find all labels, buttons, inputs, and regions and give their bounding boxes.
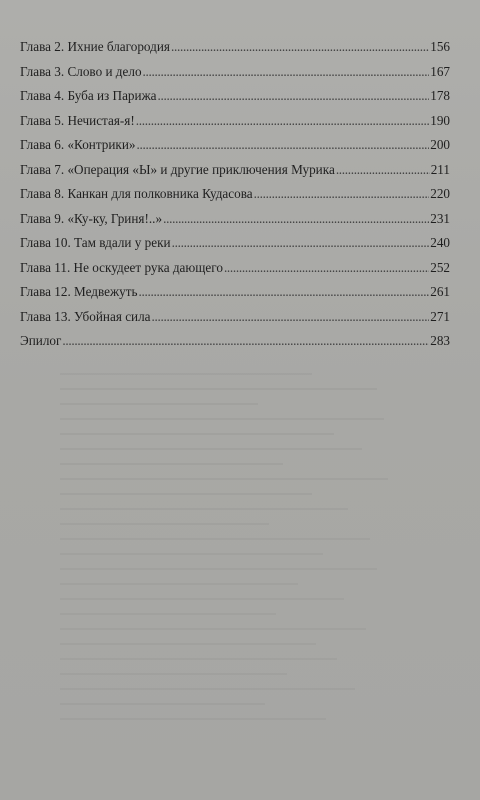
toc-entry <box>20 284 450 309</box>
toc-entry-title: Глава 3. Слово и дело <box>20 63 142 79</box>
toc-entry-title: Глава 9. «Ку-ку, Гриня!..» <box>20 210 163 226</box>
toc-entry-title: Глава 7. «Операция «Ы» и другие приключения Мурика <box>20 161 335 177</box>
toc-entry <box>20 39 450 64</box>
toc-entry <box>20 186 450 211</box>
toc-leader-dots <box>136 137 429 153</box>
toc-entry-page-number: 190 <box>430 112 450 128</box>
toc-entry-title: Глава 4. Буба из Парижа <box>20 88 157 103</box>
toc-entry <box>20 162 450 187</box>
toc-entry-page-number: 252 <box>430 259 450 275</box>
toc-leader-dots <box>158 88 430 104</box>
toc-leader-dots <box>163 211 429 227</box>
toc-entry <box>20 260 450 285</box>
toc-entry-title: Глава 11. Не оскудеет рука дающего <box>20 259 223 275</box>
toc-leader-dots <box>172 235 430 251</box>
toc-entry-page-number: 271 <box>430 308 450 324</box>
toc-entry <box>20 113 450 138</box>
toc-leader-dots <box>336 162 430 178</box>
toc-entry-page-number: 178 <box>430 88 450 103</box>
toc-entry-page-number: 231 <box>430 210 450 226</box>
toc-leader-dots <box>138 284 429 300</box>
toc-entry <box>20 309 450 334</box>
toc-leader-dots <box>171 39 429 55</box>
toc-leader-dots <box>254 186 430 202</box>
toc-entry-title: Глава 8. Канкан для полковника Кудасова <box>20 186 253 201</box>
toc-leader-dots <box>62 333 429 349</box>
toc-entry <box>20 88 450 113</box>
toc-entry <box>20 64 450 89</box>
toc-entry <box>20 137 450 162</box>
toc-entry-title: Глава 13. Убойная сила <box>20 308 151 324</box>
toc-entry-page-number: 220 <box>430 186 450 201</box>
toc-leader-dots <box>152 309 430 325</box>
toc-entry-title: Глава 10. Там вдали у реки <box>20 235 171 250</box>
toc-entry-page-number: 240 <box>430 235 450 250</box>
toc-entry-title: Глава 6. «Контрики» <box>20 137 136 152</box>
toc-entry-title: Эпилог <box>20 333 62 348</box>
show-through-text <box>60 360 420 740</box>
toc-entry-page-number: 261 <box>430 284 450 299</box>
table-of-contents <box>20 39 450 358</box>
toc-entry-title: Глава 12. Медвежуть <box>20 284 138 299</box>
toc-entry-title: Глава 5. Нечистая-я! <box>20 112 135 128</box>
toc-leader-dots <box>143 64 430 80</box>
toc-entry <box>20 211 450 236</box>
toc-entry-title: Глава 2. Ихние благородия <box>20 39 170 54</box>
toc-entry-page-number: 283 <box>430 333 450 348</box>
toc-entry <box>20 235 450 260</box>
toc-leader-dots <box>136 113 429 129</box>
toc-leader-dots <box>224 260 429 276</box>
toc-entry-page-number: 211 <box>430 161 450 177</box>
toc-entry <box>20 333 450 358</box>
toc-entry-page-number: 156 <box>430 39 450 54</box>
toc-entry-page-number: 200 <box>430 137 450 152</box>
toc-entry-page-number: 167 <box>430 63 450 79</box>
